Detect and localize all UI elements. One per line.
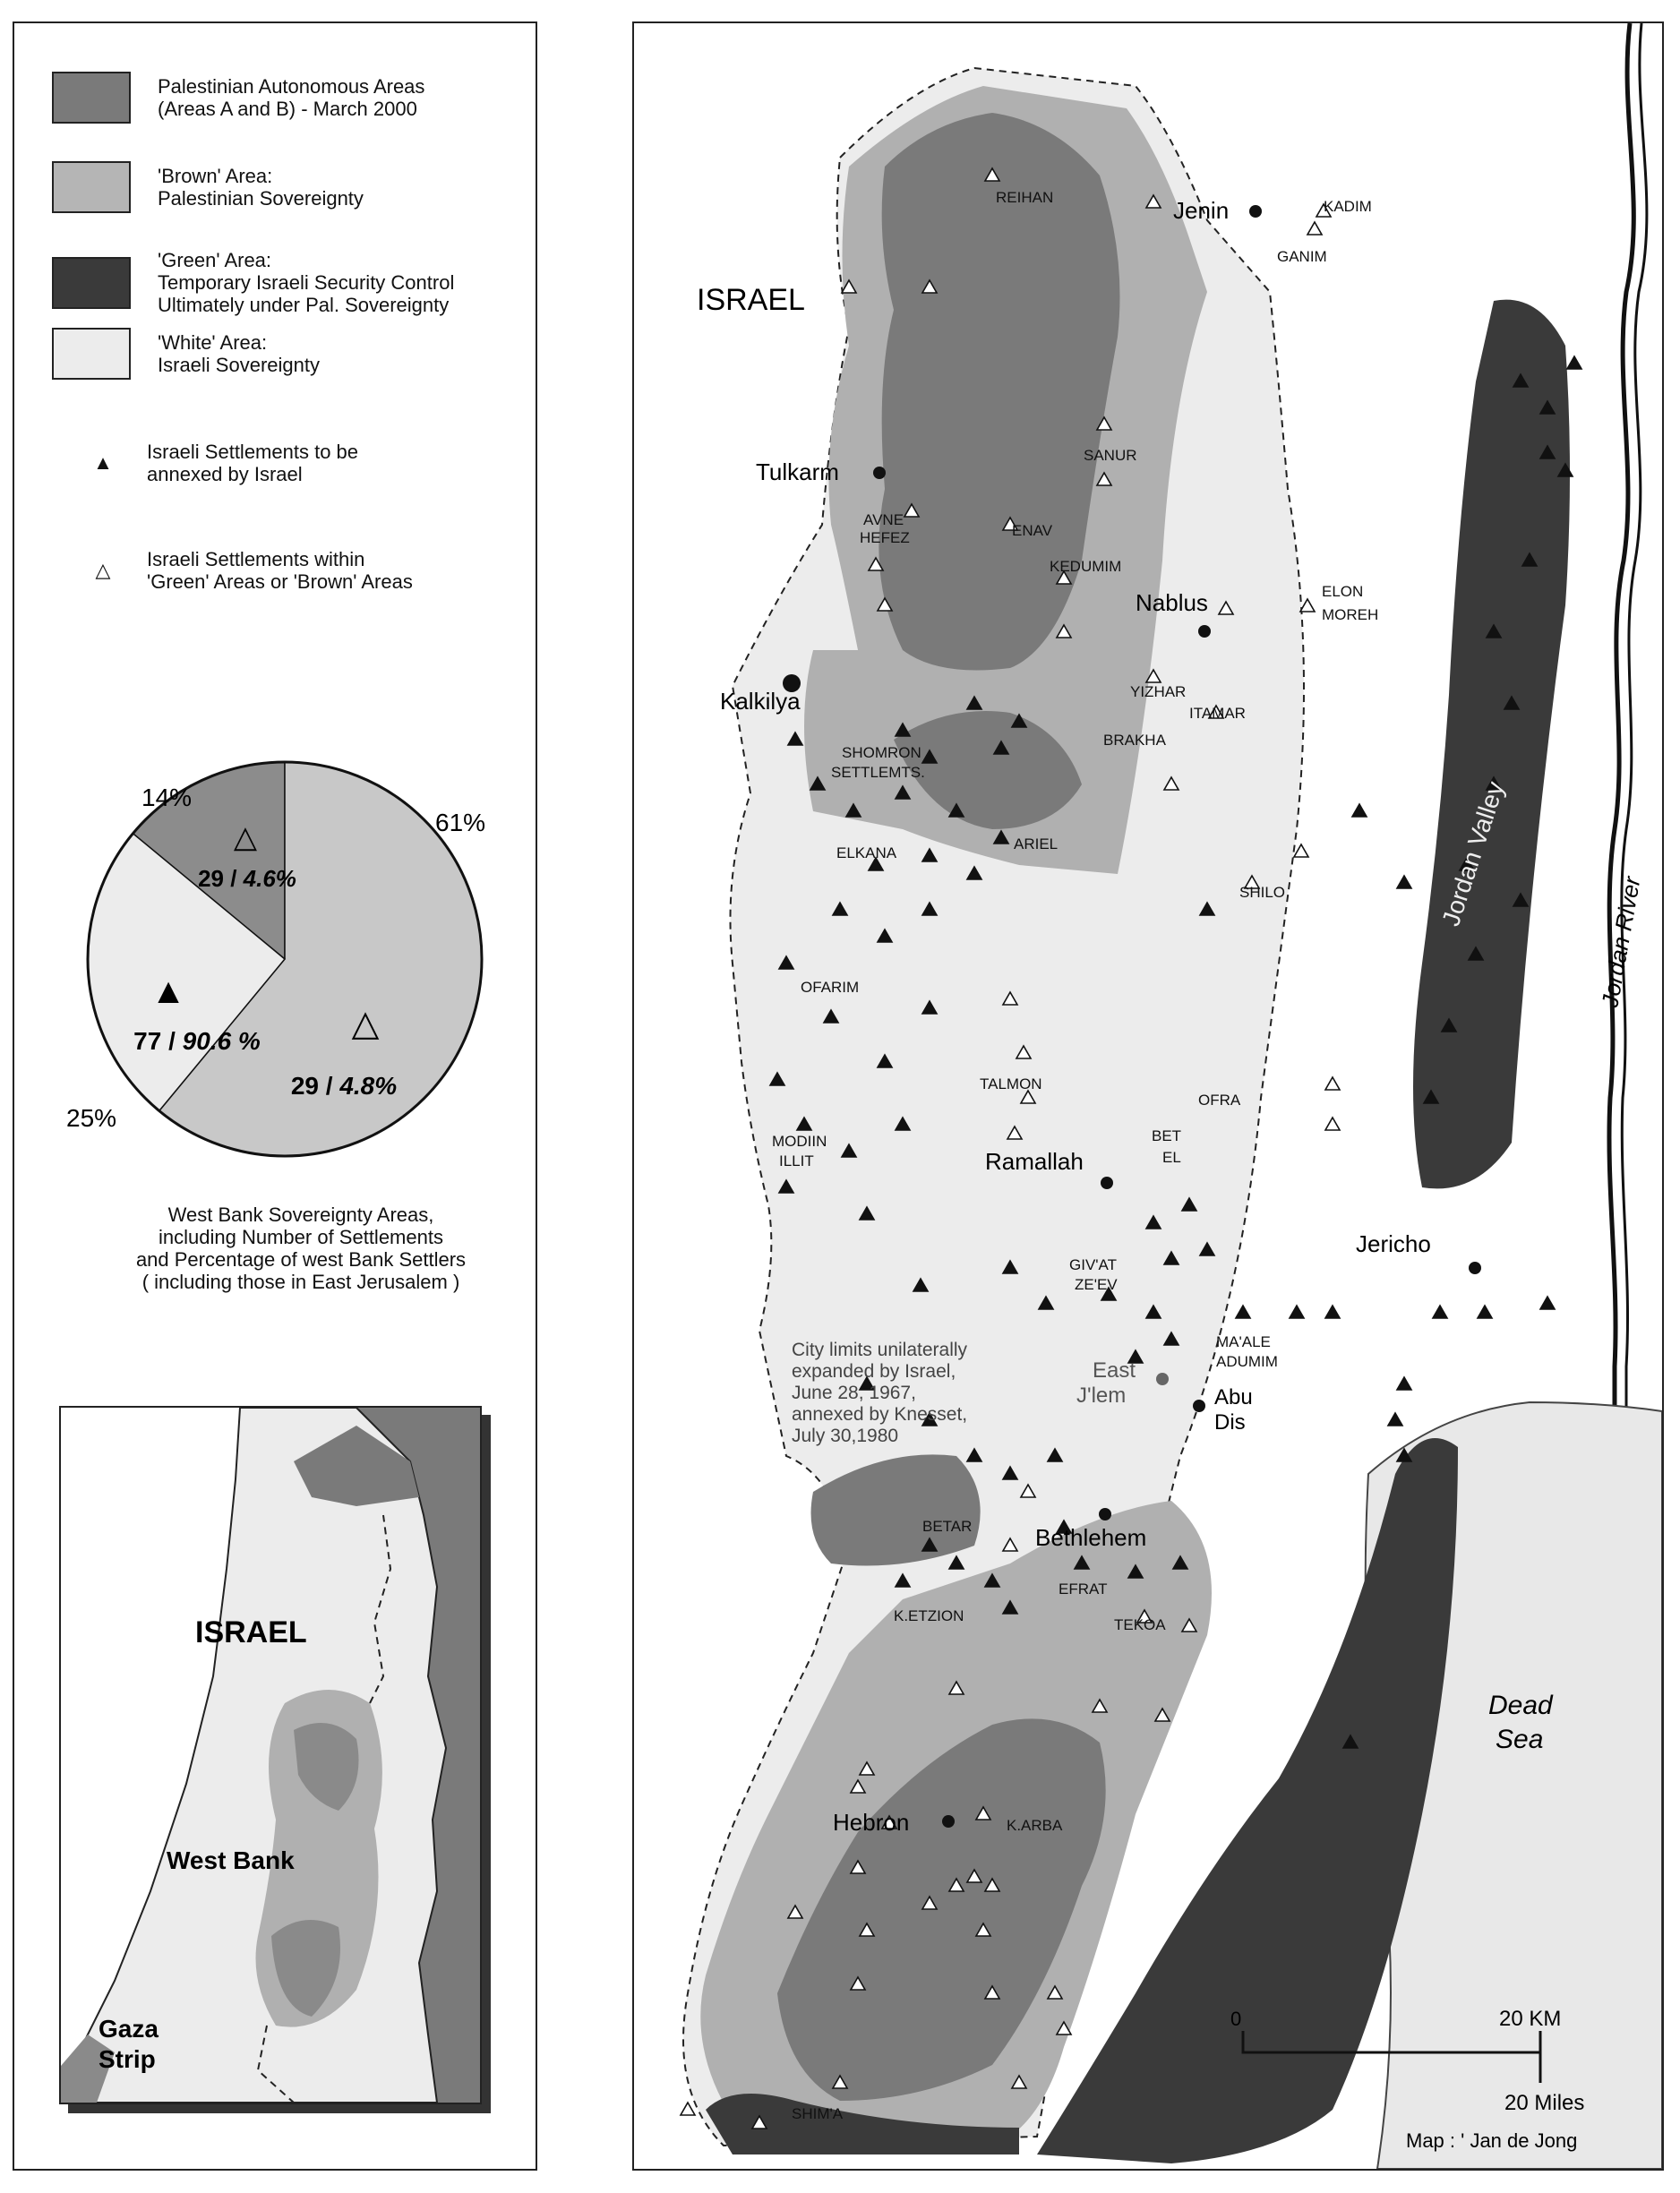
pie-percent-label-25: 25% (66, 1104, 117, 1132)
settlement-ganim: GANIM (1277, 248, 1327, 265)
settlement-avne-hefez-1: AVNE (863, 511, 904, 528)
pie-percent-label-14: 14% (141, 784, 193, 811)
settlement-maale-adumim-1: MA'ALE (1216, 1333, 1271, 1350)
inset-label-gaza-1: Gaza (99, 2015, 159, 2043)
settlement-givat-zeev-2: ZE'EV (1075, 1276, 1118, 1293)
filled-triangle-icon (1325, 1306, 1340, 1318)
svg-text:annexed by Knesset,: annexed by Knesset, (792, 1404, 968, 1425)
scale-miles: 20 Miles (1504, 2091, 1585, 2115)
legend-item-autonomous (52, 72, 424, 124)
filled-triangle-icon (1567, 356, 1581, 369)
settlement-modiin-illit-2: ILLIT (779, 1152, 814, 1169)
settlement-modiin-illit-1: MODIIN (772, 1133, 827, 1150)
west-bank-map (632, 21, 1664, 2171)
filled-triangle-icon (1540, 1297, 1555, 1309)
filled-triangle-icon (1388, 1413, 1402, 1426)
filled-triangle-icon: ▲ (93, 451, 113, 474)
legend-symbol-annexed (59, 441, 358, 485)
city-nablus: Nablus (1136, 589, 1208, 616)
filled-triangle-icon (1236, 1306, 1250, 1318)
settlement-maale-adumim-2: ADUMIM (1216, 1353, 1278, 1370)
city-abu-dis-1: Abu (1214, 1385, 1253, 1409)
settlement-kadim: KADIM (1324, 198, 1372, 215)
city-hebron: Hebron (833, 1809, 910, 1836)
settlement-reihan: REIHAN (996, 189, 1054, 206)
city-kalkilya: Kalkilya (720, 688, 801, 715)
label-jordan-valley: Jordan Valley (1436, 777, 1510, 929)
filled-triangle-icon (1433, 1306, 1447, 1318)
filled-triangle-icon (1290, 1306, 1304, 1318)
settlement-shomron-1: SHOMRON (842, 744, 921, 761)
inset-label-west-bank: West Bank (167, 1846, 295, 1874)
hollow-triangle-icon (681, 2103, 695, 2115)
hollow-triangle-icon: △ (95, 559, 111, 581)
label-jordan-river: Jordan River (1596, 874, 1646, 1010)
legend-label-brown: 'Brown' Area: Palestinian Sovereignty (158, 165, 364, 210)
settlement-brakha: BRAKHA (1103, 732, 1166, 749)
settlement-ofra: OFRA (1198, 1092, 1241, 1109)
scale-zero: 0 (1230, 2008, 1242, 2030)
hollow-triangle-icon (1325, 1118, 1340, 1130)
map-credit: Map : ' Jan de Jong (1406, 2129, 1578, 2152)
pie-slice-25-values: 77 / 90.6 % (133, 1027, 261, 1055)
filled-triangle-icon (1352, 804, 1367, 817)
svg-text:expanded by Israel,: expanded by Israel, (792, 1361, 956, 1382)
pie-caption: West Bank Sovereignty Areas, including Number of Settlements and Percentage of west Bank Settlers ( including those in East Jerusalem ) (135, 1204, 467, 1293)
settlement-tekoa: TEKOA (1114, 1616, 1166, 1633)
settlement-efrat: EFRAT (1059, 1581, 1108, 1598)
city-ramallah: Ramallah (985, 1148, 1084, 1175)
settlement-yizhar: YIZHAR (1130, 683, 1187, 700)
settlement-betar: BETAR (922, 1518, 973, 1535)
scale-km: 20 KM (1499, 2007, 1562, 2031)
legend-label-autonomous: Palestinian Autonomous Areas (Areas A and B) - March 2000 (158, 75, 425, 120)
filled-triangle-icon (1397, 1377, 1411, 1390)
legend-label-white: 'White' Area: Israeli Sovereignty (158, 331, 320, 376)
legend-symbol-annexed-label: Israeli Settlements to be annexed by Israel (147, 441, 359, 485)
swatch-green (52, 257, 131, 309)
legend-symbol-within (59, 548, 413, 593)
settlement-bet-el-1: BET (1152, 1127, 1182, 1144)
pie-slice-61-values: 29 / 4.8% (290, 1072, 398, 1100)
svg-text:July 30,1980: July 30,1980 (792, 1426, 899, 1446)
hollow-triangle-icon (1307, 222, 1322, 235)
inset-map (59, 1406, 482, 2104)
settlement-elon-moreh-1: ELON (1322, 583, 1364, 600)
swatch-brown (52, 161, 131, 213)
hollow-triangle-icon (1294, 844, 1308, 857)
legend-item-green (52, 249, 454, 316)
swatch-autonomous (52, 72, 131, 124)
settlement-enav: ENAV (1012, 522, 1053, 539)
inset-label-gaza-2: Strip (99, 2045, 156, 2073)
filled-triangle-icon (1478, 1306, 1492, 1318)
pie-percent-label-61: 61% (435, 809, 486, 836)
hollow-triangle-icon (1325, 1077, 1340, 1090)
settlement-shima: SHIM'A (792, 2105, 844, 2122)
city-abu-dis-2: Dis (1214, 1410, 1246, 1435)
settlement-ariel: ARIEL (1014, 835, 1059, 852)
city-jenin: Jenin (1173, 197, 1230, 224)
pie-slice-14-values: 29 / 4.6% (198, 865, 296, 892)
label-dead-sea-1: Dead (1488, 1691, 1553, 1720)
legend-item-brown (52, 161, 364, 213)
swatch-white (52, 328, 131, 380)
settlement-elkana: ELKANA (836, 844, 897, 861)
legend-label-green: 'Green' Area: Temporary Israeli Security Control Ultimately under Pal. Sovereignty (158, 249, 455, 316)
city-jericho: Jericho (1356, 1230, 1431, 1257)
legend-item-white (52, 328, 320, 380)
svg-text:June 28, 1967,: June 28, 1967, (792, 1383, 916, 1403)
inset-label-israel: ISRAEL (195, 1615, 307, 1649)
settlement-kedumim: KEDUMIM (1050, 558, 1122, 575)
city-east-jlem-1: East (1093, 1358, 1136, 1383)
settlement-talmon: TALMON (980, 1075, 1042, 1092)
city-tulkarm: Tulkarm (756, 458, 839, 485)
city-bethlehem: Bethlehem (1035, 1524, 1147, 1551)
label-dead-sea-2: Sea (1496, 1725, 1544, 1754)
sovereignty-pie-chart (14, 740, 539, 1223)
settlement-elon-moreh-2: MOREH (1322, 606, 1379, 623)
hollow-triangle-icon (1300, 599, 1315, 612)
pie-hollow-triangle-icon: △ (351, 1004, 380, 1043)
settlement-givat-zeev-1: GIV'AT (1069, 1256, 1117, 1273)
pie-filled-triangle-icon: ▲ (150, 972, 186, 1011)
map-label-israel: ISRAEL (697, 283, 805, 317)
settlement-ketzion: K.ETZION (894, 1607, 964, 1624)
settlement-karba: K.ARBA (1007, 1817, 1063, 1834)
settlement-bet-el-2: EL (1162, 1149, 1181, 1166)
filled-triangle-icon (1397, 876, 1411, 888)
settlement-avne-hefez-2: HEFEZ (860, 529, 910, 546)
city-east-jlem-2: J'lem (1076, 1383, 1127, 1408)
settlement-itamar: ITAMAR (1189, 705, 1246, 722)
settlement-ofarim: OFARIM (801, 979, 860, 996)
pie-hollow-triangle-icon: △ (233, 820, 258, 854)
settlement-shomron-2: SETTLEMTS. (831, 764, 925, 781)
settlement-sanur: SANUR (1084, 447, 1137, 464)
settlement-shilo: SHILO (1239, 884, 1286, 901)
legend-symbol-within-label: Israeli Settlements within 'Green' Areas or 'Brown' Areas (147, 548, 413, 593)
svg-text:City limits unilaterally: City limits unilaterally (792, 1340, 968, 1360)
